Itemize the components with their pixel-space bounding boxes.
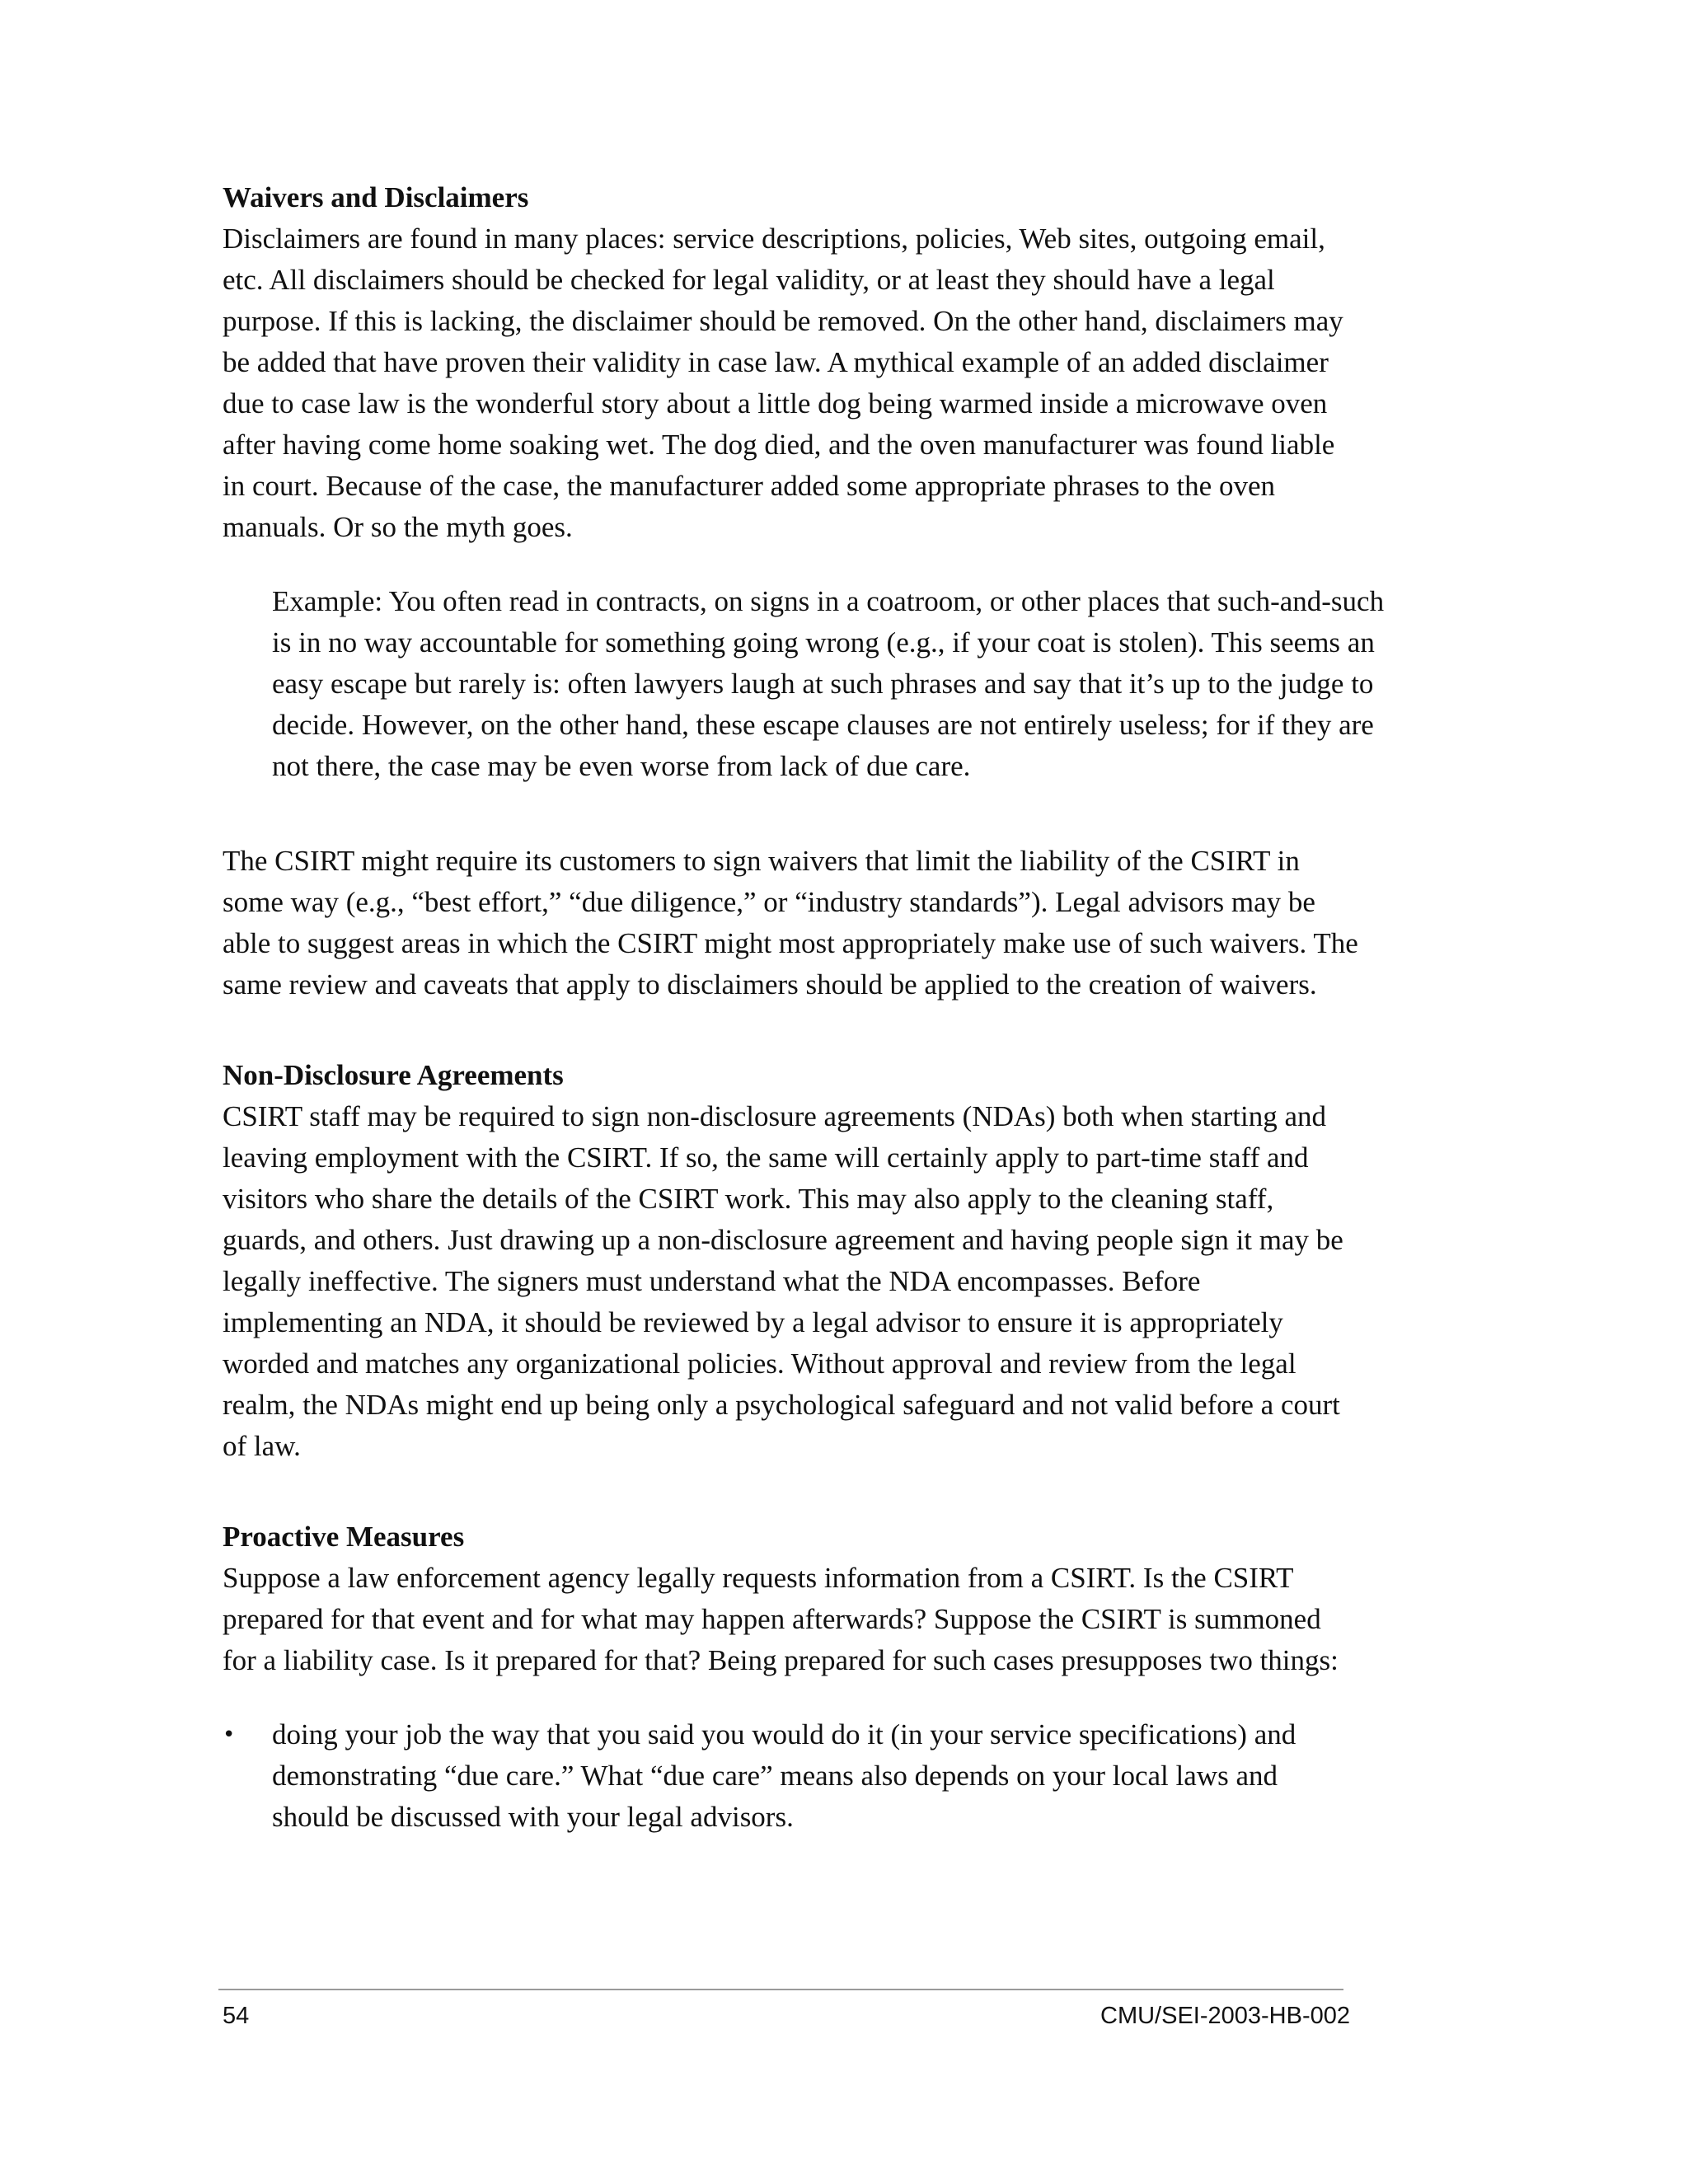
waivers-paragraph: Disclaimers are found in many places: service descriptions, policies, Web sites, outgoing email, etc. All disclaimers should be checked for legal validity, or at least they should have a legal purpose. If this is lacking, the disclaimer should be removed. On the other hand, disclaimers may be added that have proven their validity in case law. A mythical example of an added disclaimer due to case law is the wonderful story about a little dog being warmed inside a microwave oven after having come home soaking wet. The dog died, and the oven manufacturer was found liable in court. Because of the case, the manufacturer added some appropriate phrases to the oven manuals. Or so the myth goes. [223,223,1343,543]
page-number: 54 [223,2003,250,2029]
footer-divider [218,1989,1343,1990]
bullet-icon: • [223,1722,236,1747]
document-id: CMU/SEI-2003-HB-002 [1100,2003,1350,2029]
page-content [223,177,1385,1838]
section-heading-waivers: Waivers and Disclaimers [223,181,529,213]
waivers-paragraph-2: The CSIRT might require its customers to sign waivers that limit the liability of the CSIRT in some way (e.g., “best effort,” “due diligence,” or “industry standards”). Legal advisors may be able to suggest areas in which the CSIRT might most appropriately make use of such waivers. The same review and caveats that apply to disclaimers should be applied to the creation of waivers. [223,845,1358,1001]
spacer [223,787,1360,841]
section-heading-proactive: Proactive Measures [223,1521,465,1553]
proactive-bullet-list [223,1714,1360,1838]
waivers-example-paragraph: Example: You often read in contracts, on signs in a coatroom, or other places that such-and-such is in no way accountable for something going wrong (e.g., if your coat is stolen). This seems an easy escape but rarely is: often lawyers laugh at such phrases and say that it’s up to the judge to decide. However, on the other hand, these escape clauses are not entirely useless; for if they are not there, the case may be even worse from lack of due care. [272,585,1385,782]
spacer [223,1005,1360,1055]
list-item [223,1714,1360,1838]
section-heading-nda: Non-Disclosure Agreements [223,1059,564,1091]
spacer [223,1467,1360,1516]
nda-paragraph: CSIRT staff may be required to sign non-disclosure agreements (NDAs) both when starting and leaving employment with the CSIRT. If so, the same will certainly apply to part-time staff and visitors who share the details of the CSIRT work. This may also apply to the cleaning staff, guards, and others. Just drawing up a non-disclosure agreement and having people sign it may be legally ineffective. The signers must understand what the NDA encompasses. Before implementing an NDA, it should be reviewed by a legal advisor to ensure it is appropriately worded and matches any organizational policies. Without approval and review from the legal realm, the NDAs might end up being only a psychological safeguard and not valid before a court of law. [223,1100,1343,1462]
proactive-paragraph: Suppose a law enforcement agency legally requests information from a CSIRT. Is the CSIRT prepared for that event and for what may happen afterwards? Suppose the CSIRT is summoned for a liability case. Is it prepared for that? Being prepared for such cases presupposes two things: [223,1562,1339,1676]
bullet-text: doing your job the way that you said you would do it (in your service specifications) and demonstrating “due care.” What “due care” means also depends on your local laws and should be discussed with your legal advisors. [272,1718,1296,1833]
